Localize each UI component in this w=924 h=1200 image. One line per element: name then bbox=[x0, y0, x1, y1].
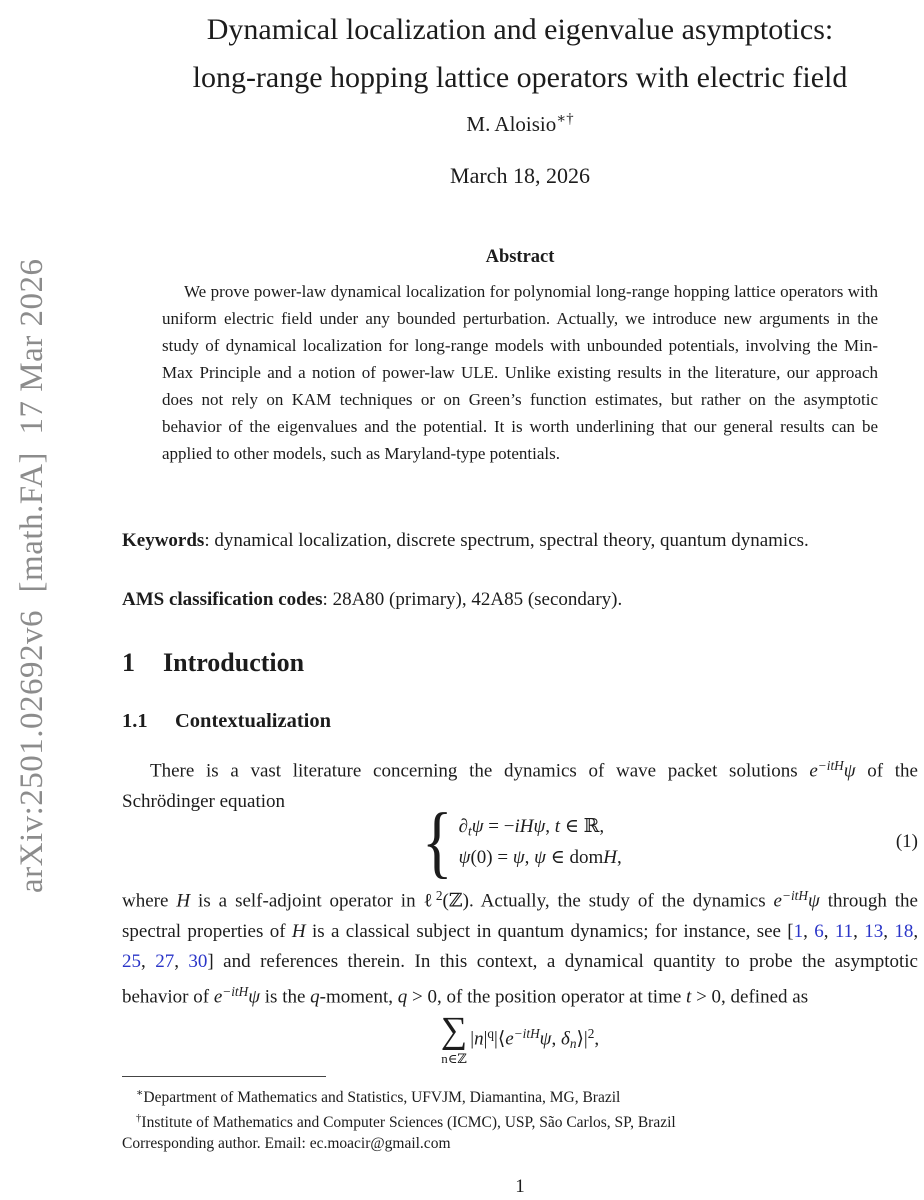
math-token: 2 bbox=[587, 1025, 595, 1041]
equation-1-line1: ∂tψ = −iHψ, t ∈ ℝ, bbox=[458, 815, 605, 839]
math-token: ψ bbox=[843, 760, 856, 782]
footnote-rule bbox=[122, 1076, 326, 1077]
footnote-1 bbox=[122, 1083, 918, 1108]
citation-link[interactable]: 27 bbox=[155, 950, 175, 972]
subsection-1-1-title: Contextualization bbox=[175, 710, 332, 732]
math-token: ∂ bbox=[458, 815, 469, 837]
citation-link[interactable]: 13 bbox=[864, 920, 884, 942]
sum-limits: n∈ℤ bbox=[441, 1051, 467, 1066]
math-token: iHψ bbox=[514, 815, 546, 837]
math-token: n bbox=[569, 1035, 577, 1051]
keywords-line bbox=[122, 530, 918, 552]
math-token: 2 bbox=[435, 888, 443, 903]
math-token: q bbox=[397, 986, 408, 1008]
math-token: H bbox=[603, 847, 618, 869]
moment-display-formula bbox=[122, 1012, 918, 1065]
section-1-number: 1 bbox=[122, 648, 135, 677]
citation-link[interactable]: 18 bbox=[894, 920, 914, 942]
author-name: M. Aloisio bbox=[466, 112, 557, 136]
ams-label: AMS classification codes bbox=[122, 589, 323, 610]
math-token: ψ bbox=[512, 847, 525, 869]
moment-formula-inner bbox=[441, 1012, 599, 1065]
citation-link[interactable]: 1 bbox=[793, 920, 804, 942]
math-token: −itH bbox=[222, 983, 249, 999]
arxiv-stamp: arXiv:2501.02692v6 [math.FA] 17 Mar 2026 bbox=[14, 258, 50, 893]
sigma-glyph: ∑ bbox=[440, 1010, 468, 1051]
citation-link[interactable]: 30 bbox=[188, 950, 208, 972]
math-token: ψ bbox=[248, 986, 261, 1008]
math-token: ψ bbox=[458, 847, 471, 869]
math-token: ψ bbox=[471, 815, 484, 837]
date-line: March 18, 2026 bbox=[450, 163, 590, 188]
footnote-1-text: Department of Mathematics and Statistics, UFVJM, Diamantina, MG, Brazil bbox=[143, 1089, 621, 1107]
left-brace-glyph: { bbox=[422, 798, 453, 886]
ams-text: : 28A80 (primary), 42A85 (secondary). bbox=[322, 589, 623, 610]
equation-1-number: (1) bbox=[895, 831, 918, 852]
math-token: −itH bbox=[817, 758, 844, 773]
citation-link[interactable]: 6 bbox=[814, 920, 824, 942]
equation-1-lines bbox=[459, 815, 622, 869]
subsection-1-1-heading bbox=[122, 710, 918, 733]
math-token: e bbox=[213, 986, 223, 1008]
math-token: q bbox=[310, 986, 320, 1008]
author-footnote-marks: ∗† bbox=[556, 111, 574, 127]
math-token: t bbox=[686, 986, 692, 1008]
math-token: e bbox=[505, 1028, 514, 1050]
moment-formula-body: $|n|^q|⟨e^{-itH}\psi$, $\delta n⟩|^2$, bbox=[470, 1025, 600, 1051]
abstract-heading: Abstract bbox=[485, 247, 555, 267]
citation-link[interactable]: 25 bbox=[122, 950, 141, 972]
ams-line bbox=[122, 589, 918, 611]
equation-1 bbox=[122, 798, 918, 886]
math-token: e bbox=[809, 760, 818, 782]
math-token: e bbox=[773, 890, 782, 912]
section-1-heading bbox=[122, 648, 918, 678]
paper-title-line1: Dynamical localization and eigenvalue asymptotics: bbox=[206, 13, 834, 46]
math-token: −itH bbox=[781, 888, 808, 903]
equation-1-line2: ψ(0) = ψ, ψ ∈ domH, bbox=[458, 847, 622, 869]
math-token: q bbox=[487, 1025, 495, 1041]
math-token: −itH bbox=[513, 1025, 540, 1041]
footnote-2-mark: † bbox=[136, 1112, 142, 1125]
paper-title bbox=[122, 6, 918, 102]
math-token: ψ bbox=[807, 890, 820, 912]
citation-link[interactable]: 11 bbox=[834, 920, 854, 942]
footnote-2 bbox=[122, 1108, 918, 1133]
section-1-title: Introduction bbox=[163, 648, 305, 677]
math-token: H bbox=[291, 920, 306, 942]
intro-paragraph-1: There is a vast literature concerning the dynamics of wave packet solutions $e^{-itH}\psi$ of the Schrödinger equation bbox=[122, 758, 918, 812]
math-token: H bbox=[176, 890, 191, 912]
math-token: ψ bbox=[539, 1028, 552, 1050]
intro-paragraph-2: where H is a self-adjoint operator in ℓ$^2$(ℤ). Actually, the study of the dynamics $e^{-itH}\psi$ through the spectral properties of H is a classical subject in quantum dynamics; for instance, see [1, 6, 11, 13, 18, 25, 27, 30] and references therein. In this context, a dynamical quantity to probe the asymptotic behavior of $e^{-itH}\psi$ is the q-moment, q > 0, of the position operator at time t > 0, defined as bbox=[122, 888, 919, 1008]
math-token: δ bbox=[560, 1028, 570, 1050]
footnote-block bbox=[122, 1076, 918, 1154]
keywords-label: Keywords bbox=[122, 530, 205, 551]
footnote-2-text: Institute of Mathematics and Computer Sciences (ICMC), USP, São Carlos, SP, Brazil bbox=[141, 1114, 676, 1132]
math-token: t bbox=[468, 823, 472, 839]
subsection-1-1-number: 1.1 bbox=[122, 710, 148, 732]
footnote-1-mark: ∗ bbox=[136, 1087, 144, 1099]
math-token: ψ bbox=[534, 847, 546, 869]
page-number: 1 bbox=[515, 1176, 525, 1197]
author-line bbox=[122, 110, 918, 137]
keywords-text: : dynamical localization, discrete spectrum, spectral theory, quantum dynamics. bbox=[204, 530, 809, 551]
equation-1-cases bbox=[122, 798, 918, 886]
abstract-body: We prove power-law dynamical localization for polynomial long-range hopping lattice operators with uniform electric field under any bounded perturbation. Actually, we introduce new arguments in the study of dynamical localization for long-range models with unbounded potentials, involving the Min-Max Principle and a notion of power-law ULE. Unlike existing results in the literature, our approach does not rely on KAM techniques or on Green’s function estimates, but rather on the asymptotic behavior of the eigenvalues and the potential. It is worth underlining that our general results can be applied to other models, such as Maryland-type potentials. bbox=[162, 282, 878, 463]
sum-operator bbox=[441, 1012, 467, 1065]
paper-title-line2: long-range hopping lattice operators with electric field bbox=[192, 61, 848, 94]
footnote-3: Corresponding author. Email: ec.moacir@gmail.com bbox=[122, 1135, 451, 1153]
math-token: t bbox=[554, 815, 561, 837]
math-token: n bbox=[474, 1028, 484, 1050]
